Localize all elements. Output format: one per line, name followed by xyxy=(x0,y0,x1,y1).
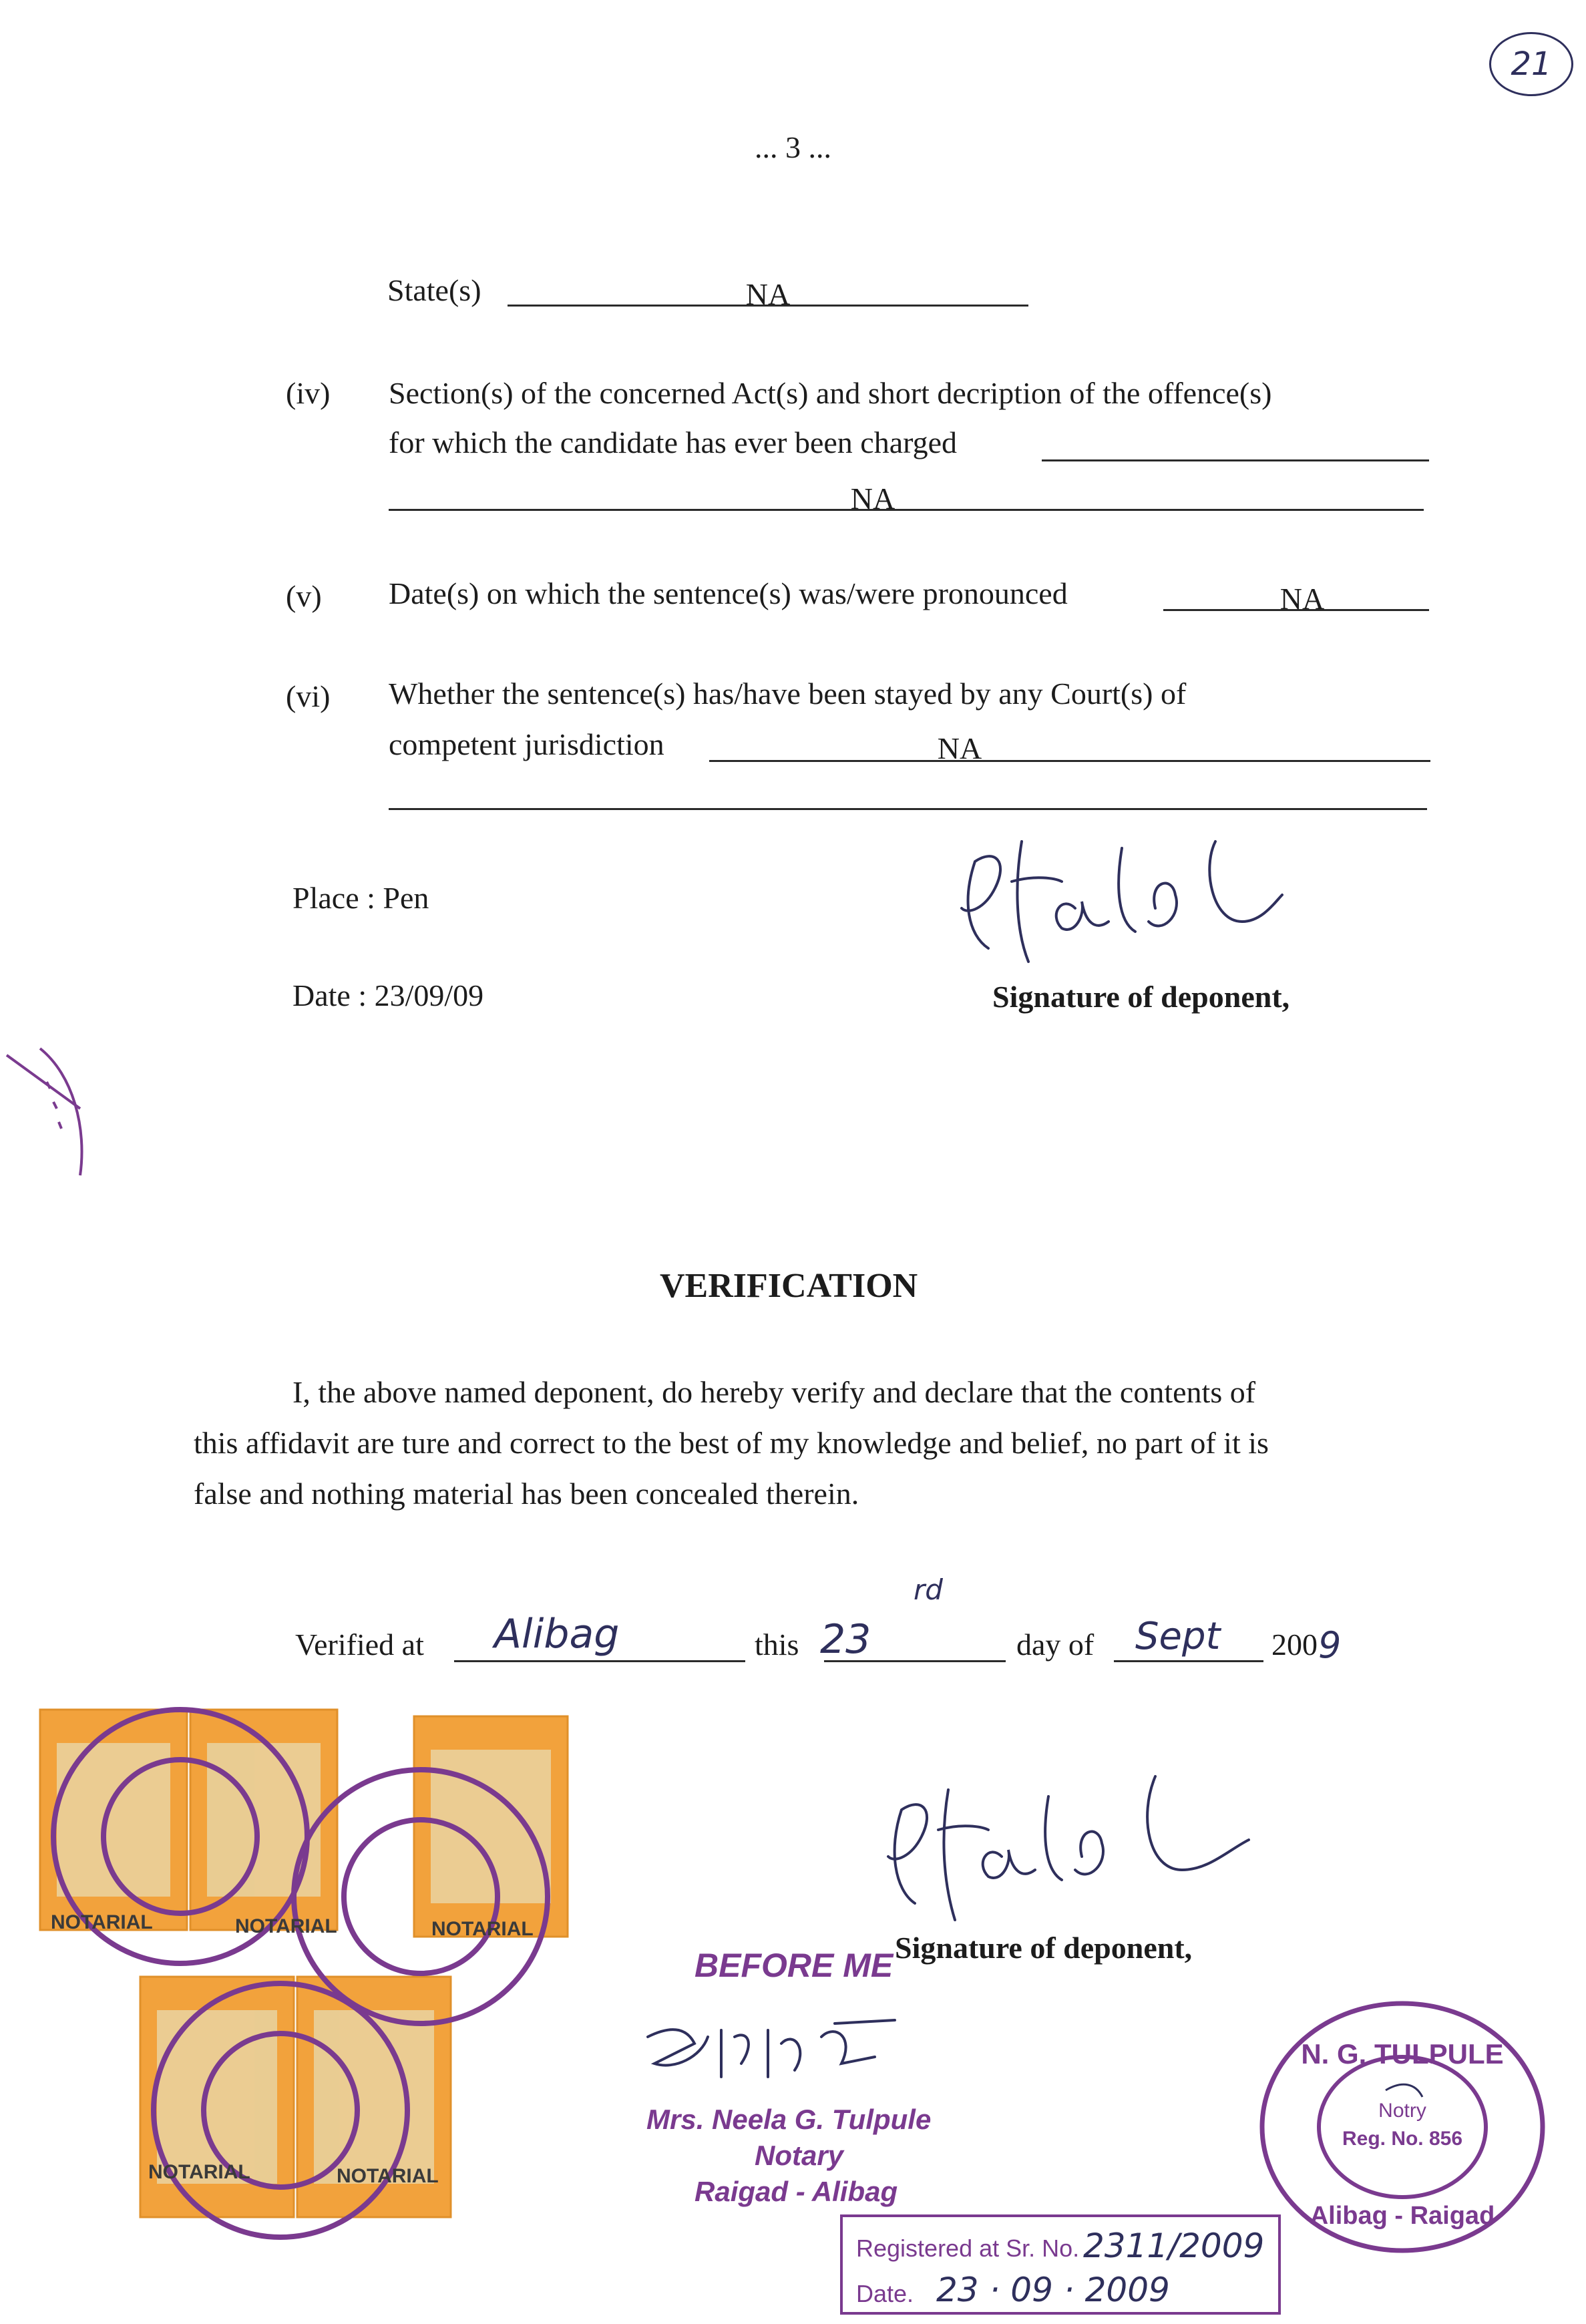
month-rule xyxy=(1114,1660,1263,1662)
notarial-label-5: NOTARIAL xyxy=(337,2165,439,2187)
day-of-label: day of xyxy=(1016,1627,1095,1662)
signature-caption-2: Signature of deponent, xyxy=(895,1931,1193,1965)
notarial-revenue-stamps xyxy=(27,1696,601,2257)
verification-line3: false and nothing material has been concealed therein. xyxy=(194,1477,859,1511)
iv-number: (iv) xyxy=(286,376,331,410)
verified-at-value: Alibag xyxy=(494,1611,620,1658)
deponent-signature-2 xyxy=(875,1763,1289,1937)
v-value: NA xyxy=(1279,582,1325,616)
registration-date-label: Date. xyxy=(856,2280,914,2307)
place: Place : Pen xyxy=(292,881,429,915)
deponent-signature-1 xyxy=(948,821,1362,975)
seal-notry: Notry xyxy=(1378,2100,1426,2122)
vi-line2: competent jurisdiction xyxy=(389,727,664,761)
verification-line2: this affidavit are ture and correct to the best of my knowledge and belief, no part of it is xyxy=(194,1426,1269,1460)
before-me-stamp: BEFORE ME xyxy=(695,1947,894,1984)
state-value: NA xyxy=(745,277,791,311)
notary-place: Raigad - Alibag xyxy=(695,2176,898,2207)
notarial-label-2: NOTARIAL xyxy=(235,1915,337,1937)
notarial-label-1: NOTARIAL xyxy=(51,1911,153,1933)
year-hand: 9 xyxy=(1318,1624,1342,1666)
vi-line1: Whether the sentence(s) has/have been stayed by any Court(s) of xyxy=(389,676,1187,711)
notary-name: Mrs. Neela G. Tulpule xyxy=(646,2104,932,2135)
page-number: ... 3 ... xyxy=(755,130,831,164)
verification-line1: I, the above named deponent, do hereby verify and declare that the contents of xyxy=(292,1375,1256,1409)
iv-line2-rule xyxy=(1042,459,1429,461)
seal-place: Alibag - Raigad xyxy=(1310,2202,1495,2230)
registration-label: Registered at Sr. No. xyxy=(856,2235,1080,2262)
seal-name: N. G. TULPULE xyxy=(1301,2038,1504,2070)
signature-caption-1: Signature of deponent, xyxy=(992,980,1290,1014)
month-value: Sept xyxy=(1135,1615,1221,1658)
iv-value: NA xyxy=(850,481,896,516)
notary-seal xyxy=(1249,1997,1556,2264)
this-label: this xyxy=(755,1627,799,1662)
day-value: 23 xyxy=(820,1616,871,1663)
day-suffix: rd xyxy=(914,1573,943,1606)
verified-at-label: Verified at xyxy=(295,1627,424,1662)
v-text: Date(s) on which the sentence(s) was/were pronounced xyxy=(389,576,1068,610)
vi-value: NA xyxy=(937,731,982,765)
page-mark: 21 xyxy=(1489,32,1573,96)
notary-title: Notary xyxy=(755,2140,844,2171)
date: Date : 23/09/09 xyxy=(292,978,484,1012)
notarial-label-3: NOTARIAL xyxy=(431,1918,534,1940)
year-printed: 200 xyxy=(1271,1627,1318,1662)
v-number: (v) xyxy=(286,579,322,613)
verified-at-rule xyxy=(454,1660,745,1662)
registration-date: 23 · 09 · 2009 xyxy=(936,2271,1170,2309)
registration-box xyxy=(840,2214,1281,2315)
seal-reg: Reg. No. 856 xyxy=(1342,2128,1463,2150)
verification-heading: VERIFICATION xyxy=(660,1267,918,1305)
state-label: State(s) xyxy=(387,273,481,307)
iv-line1: Section(s) of the concerned Act(s) and short decription of the offence(s) xyxy=(389,376,1272,410)
vi-number: (vi) xyxy=(286,679,331,713)
registration-number: 2311/2009 xyxy=(1083,2226,1265,2265)
notarial-label-4: NOTARIAL xyxy=(148,2161,250,2183)
margin-bracket-icon xyxy=(0,1028,107,1189)
vi-rule-2 xyxy=(389,808,1427,810)
notary-signature xyxy=(634,2010,915,2097)
iv-line2: for which the candidate has ever been charged xyxy=(389,425,958,459)
